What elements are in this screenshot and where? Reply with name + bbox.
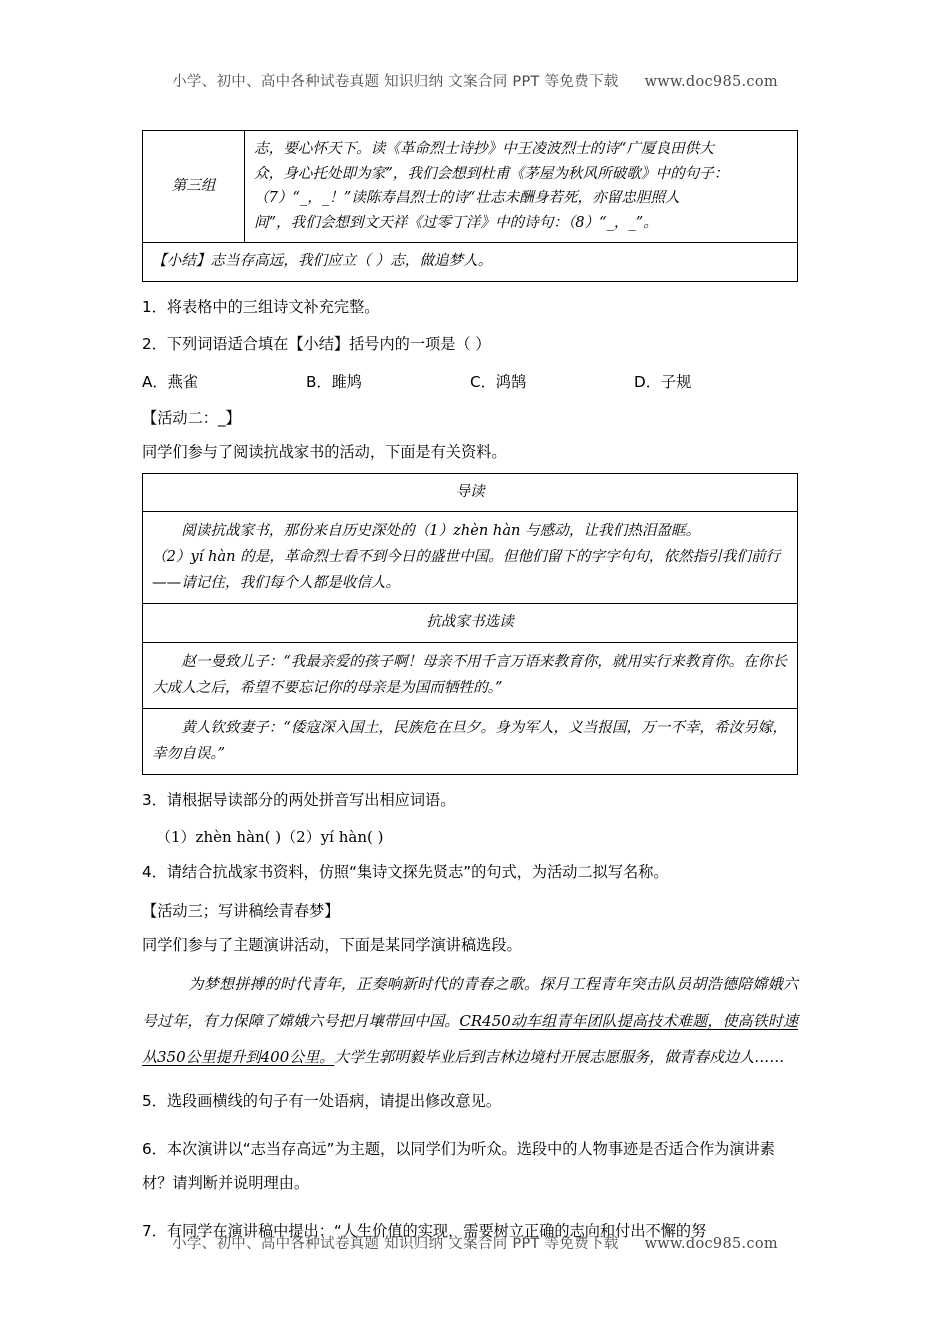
table-row	[143, 243, 798, 282]
letter-text: 黄人钦致妻子：“倭寇深入国土，民族危在旦夕。身为军人，义当报国，万一不幸，希汝另嫁，幸勿自误。”	[152, 718, 787, 762]
watermark-text: 小学、初中、高中各种试卷真题 知识归纳 文案合同 PPT 等免费下载	[172, 74, 619, 90]
table-row	[143, 604, 798, 643]
poem-line: 众，身心托处即为家”，我们会想到杜甫《茅屋为秋风所破歌》中的句子：	[254, 164, 729, 182]
reading-materials-table	[142, 473, 798, 775]
guide-body-cell	[143, 512, 798, 604]
header-watermark	[0, 70, 950, 91]
activity-two-intro: 同学们参与了阅读抗战家书的活动，下面是有关资料。	[142, 442, 507, 461]
footer-watermark	[0, 1232, 950, 1253]
option-d[interactable]: D．子规	[634, 372, 692, 391]
poem-line: 志，要心怀天下。读《革命烈士诗抄》中王凌波烈士的诗“广厦良田供大	[254, 140, 714, 157]
option-a[interactable]: A．燕雀	[142, 372, 198, 391]
letter-zhao-yiman-cell	[143, 642, 798, 708]
summary-cell: 【小结】志当存高远，我们应立（ ）志，做追梦人。	[143, 243, 798, 282]
question-2: 2．下列词语适合填在【小结】括号内的一项是（ ）	[142, 335, 491, 354]
activity-three-intro: 同学们参与了主题演讲活动，下面是某同学演讲稿选段。	[142, 935, 522, 954]
guide-line: （2）yí hàn 的是，革命烈士看不到今日的盛世中国。但他们留下的字字句句，依然指引我们前行——请记住，我们每个人都是收信人。	[152, 548, 781, 592]
option-b[interactable]: B．雎鸠	[306, 372, 362, 391]
watermark-text: 小学、初中、高中各种试卷真题 知识归纳 文案合同 PPT 等免费下载	[172, 1236, 619, 1252]
question-3-blanks[interactable]: （1）zhèn hàn( )（2）yí hàn( )	[156, 828, 384, 847]
speech-excerpt	[142, 966, 798, 1076]
table-row	[143, 473, 798, 512]
speech-part-two: 大学生郭明毅毕业后到吉林边境村开展志愿服务，做青春戍边人……	[334, 1048, 785, 1067]
guide-line: 阅读抗战家书，那份来自历史深处的（1）zhèn hàn 与感动，让我们热泪盈眶。	[181, 522, 701, 540]
option-c[interactable]: C．鸿鹄	[470, 372, 527, 391]
group-content-cell	[245, 131, 798, 243]
question-3: 3．请根据导读部分的两处拼音写出相应词语。	[142, 790, 456, 809]
question-4: 4．请结合抗战家书资料，仿照“集诗文探先贤志”的句式，为活动二拟写名称。	[142, 863, 669, 882]
question-1: 1．将表格中的三组诗文补充完整。	[142, 297, 380, 316]
question-6: 6．本次演讲以“志当存高远”为主题，以同学们为听众。选段中的人物事迹是否适合作为演讲素材？请判断并说明理由。	[142, 1140, 775, 1193]
table-row	[143, 512, 798, 604]
guide-header-cell: 导读	[143, 473, 798, 512]
watermark-url: www.doc985.com	[644, 1236, 778, 1252]
group-label-cell: 第三组	[143, 131, 245, 243]
poem-line: （7）“_，_！”读陈寿昌烈士的诗“壮志未酬身若死，亦留忠胆照人	[254, 189, 680, 207]
table-row	[143, 131, 798, 243]
poem-line: 间”，我们会想到文天祥《过零丁洋》中的诗句：（8）“_，_”。	[254, 213, 658, 231]
speech-part-one: 为梦想拼搏的时代青年，正奏响新时代的青春之歌。探月工程青年突击队员胡浩德陪嫦娥六号过年，有力保障了嫦娥六号把月壤带回中国。	[142, 974, 798, 1030]
speech-underlined-sentence: CR450动车组青年团队提高技术难题，使高铁时速从350公里提升到400公里。	[142, 1011, 798, 1067]
question-5: 5．选段画横线的句子有一处语病，请提出修改意见。	[142, 1092, 501, 1111]
watermark-url: www.doc985.com	[644, 74, 778, 90]
poem-group-table	[142, 130, 798, 282]
activity-two-heading: 【活动二：_】	[142, 408, 241, 427]
document-body	[142, 130, 798, 1248]
activity-three-heading: 【活动三；写讲稿绘青春梦】	[142, 901, 340, 920]
letter-text: 赵一曼致儿子：“我最亲爱的孩子啊！母亲不用千言万语来教育你，就用实行来教育你。在你长大成人之后，希望不要忘记你的母亲是为国而牺牲的。”	[152, 652, 787, 696]
table-row	[143, 642, 798, 708]
question-7: 7．有同学在演讲稿中提出：“人生价值的实现，需要树立正确的志向和付出不懈的努	[142, 1221, 707, 1240]
letters-header-cell: 抗战家书选读	[143, 604, 798, 643]
question-2-options	[142, 371, 798, 392]
letter-huang-renqin-cell	[143, 708, 798, 774]
table-row	[143, 708, 798, 774]
